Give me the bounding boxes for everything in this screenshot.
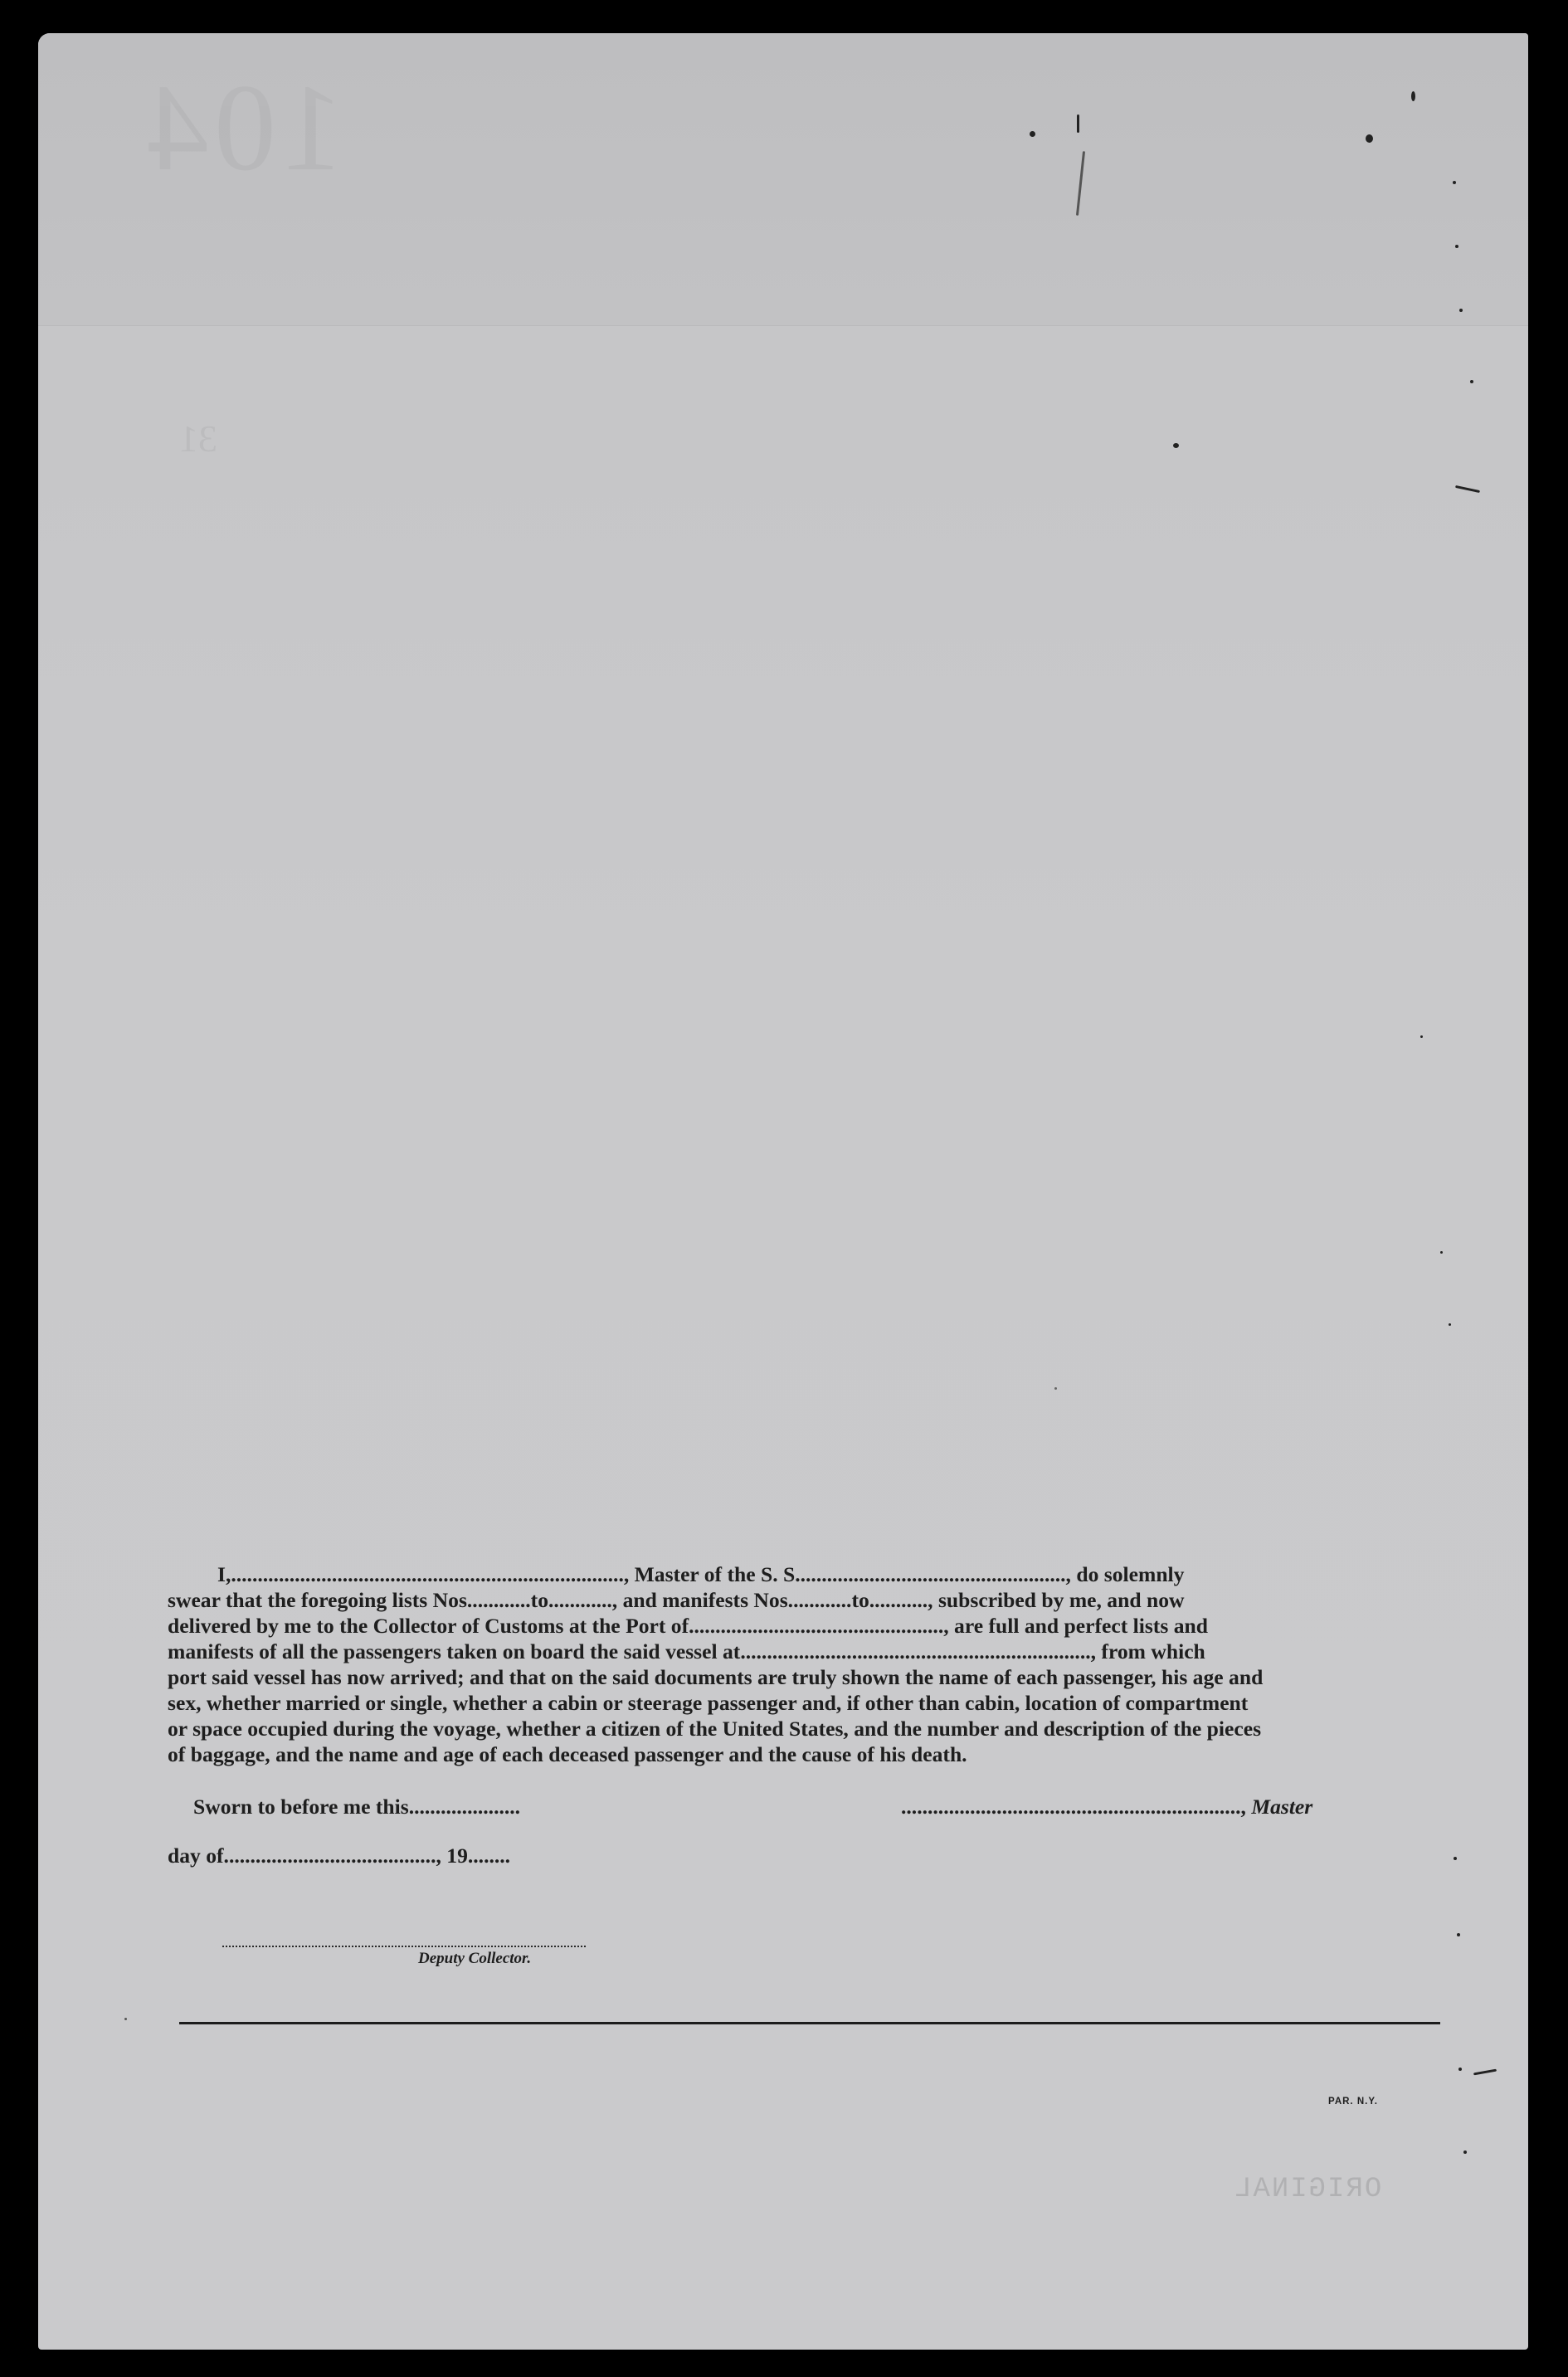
ink-speck [1470,380,1473,383]
ink-speck [1455,485,1480,493]
oath-line: port said vessel has now arrived; and that on the said documents are truly shown the name of each passenger, his age and [168,1665,1264,1689]
oath-line: swear that the foregoing lists Nos............to............, and manifests Nos............to..........., subscribed by me, and now [168,1588,1185,1612]
ink-speck [1455,245,1458,248]
ink-speck [1411,91,1415,101]
ink-speck [1463,2151,1467,2154]
ink-speck [1030,131,1035,137]
ghost-small-number: 31 [179,417,217,460]
oath-line: of baggage, and the name and age of each deceased passenger and the cause of his death. [168,1742,967,1766]
oath-line: delivered by me to the Collector of Customs at the Port of................................................, are full and perfect lists and [168,1614,1208,1638]
master-label: Master [1251,1795,1313,1819]
deputy-collector-label: Deputy Collector. [418,1950,532,1967]
ink-speck [1449,1323,1451,1326]
master-oath-paragraph [168,1561,1454,1767]
ink-speck [1440,1251,1443,1254]
printer-mark: PAR. N.Y. [1328,2097,1378,2107]
day-of-line: day of........................................, 19........ [168,1844,511,1868]
oath-line: or space occupied during the voyage, whether a citizen of the United States, and the number and description of the pieces [168,1717,1262,1741]
oath-line: sex, whether married or single, whether a cabin or steerage passenger and, if other than cabin, location of compartment [168,1691,1249,1715]
document-page [38,33,1528,2350]
ink-speck [1453,181,1456,184]
ink-speck [1459,309,1463,312]
ink-speck [1173,443,1179,448]
master-signature-dots: ................................................................, [901,1795,1246,1819]
ink-speck [1420,1035,1423,1038]
bottom-rule [179,2022,1440,2024]
oath-line: manifests of all the passengers taken on board the said vessel at.................................................................., from which [168,1639,1205,1663]
ink-speck [1366,134,1373,143]
ink-speck [1054,1387,1057,1390]
ink-speck [124,2018,127,2020]
ghost-original-stamp: ORIGINAL [1233,2174,1382,2205]
oath-line: I,.........................................................................., Master of the S. S..................................................., do solemnly [217,1562,1185,1586]
ink-speck [1457,1933,1460,1936]
ghost-page-number: 104 [142,59,343,197]
ink-speck [1454,1857,1457,1860]
ink-speck [1473,2069,1497,2076]
master-signature-line [901,1795,1312,1819]
deputy-collector-signature-line [222,1946,586,1947]
ink-speck [1077,114,1079,133]
ink-speck [1458,2068,1462,2071]
sworn-before-line: Sworn to before me this..................... [193,1795,521,1819]
